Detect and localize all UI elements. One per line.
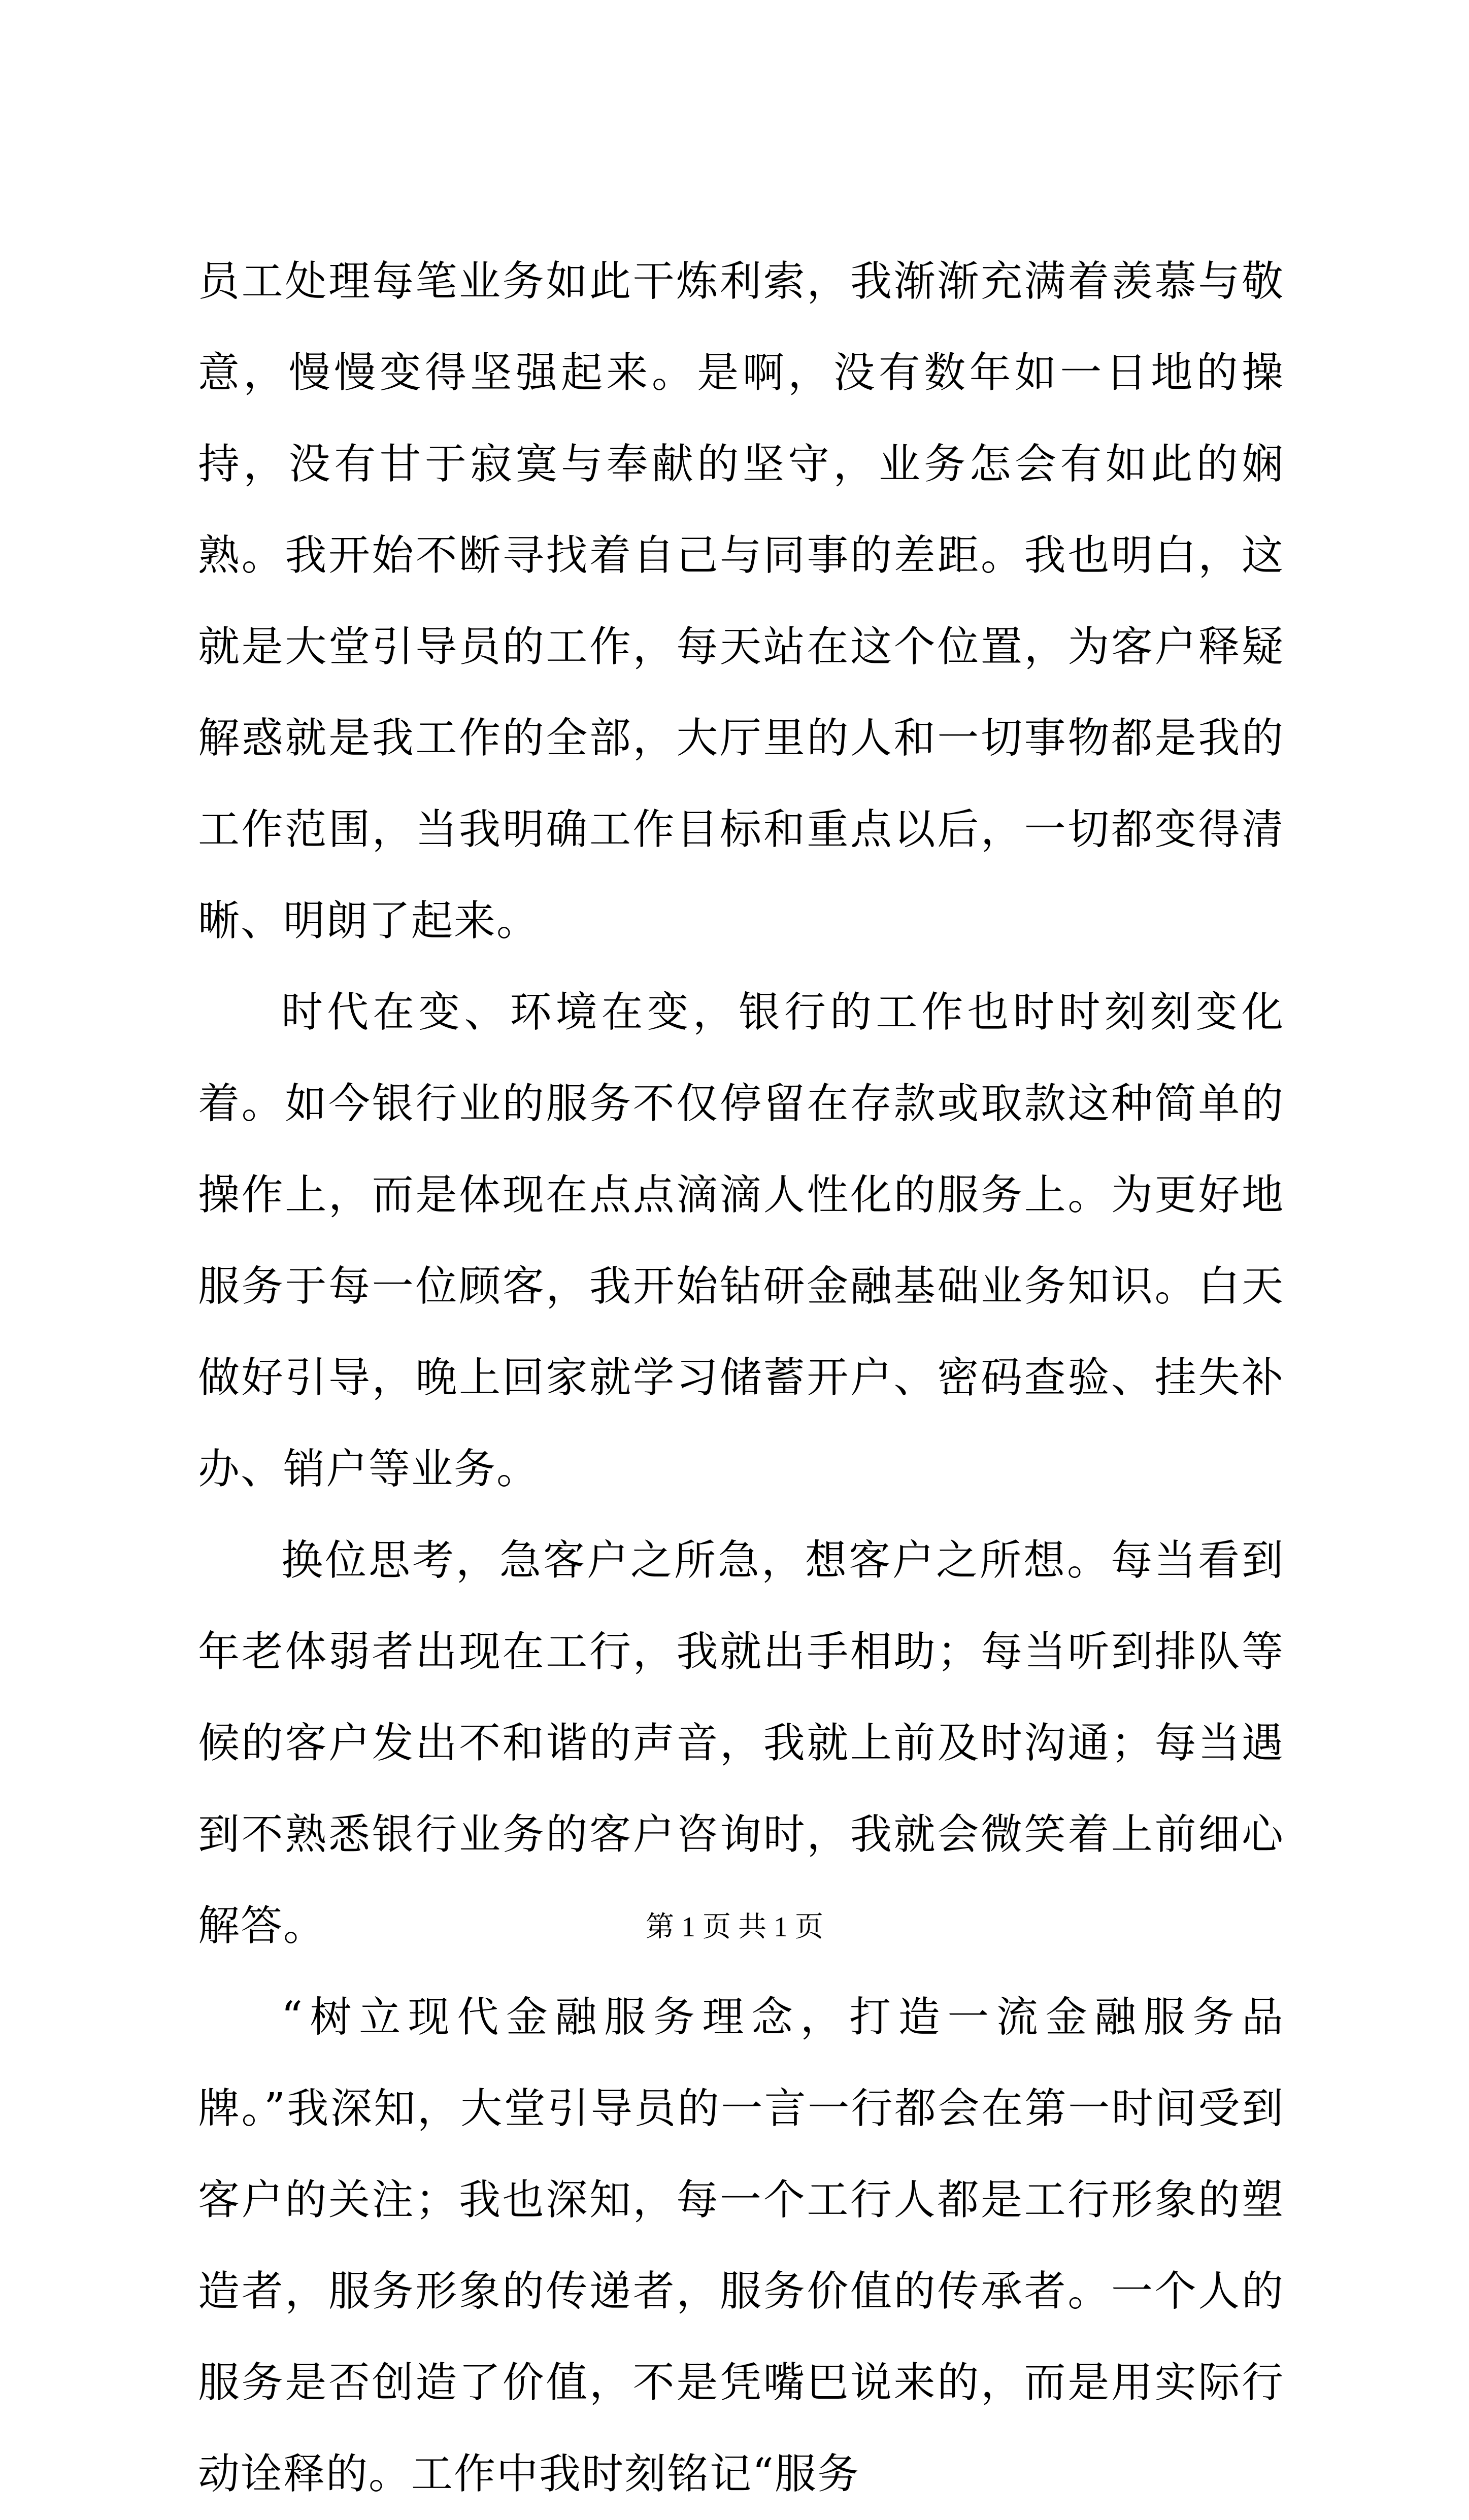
paragraph-3: 换位思考，急客户之所急，想客户之所想。每当看到年老体弱者出现在工行，我就出手相助；每当听到排队等候的客户发出不和谐的声音，我就上前及时沟通；每当遇到不熟悉银行业务的客户咨询时，我就会微笑着上前细心解答。	[198, 1536, 1284, 1950]
page-footer: 第 1 页 共 1 页	[646, 1911, 823, 1943]
paragraph-1: 员工处理每笔业务如此干炼利索，我渐渐充满着羡慕与敬意，慢慢变得坚强起来。是啊，没有数年如一日地的操持，没有甘于寂寞与奉献的坚守，业务怎会有如此的娴熟。我开始不断寻找着自己与同事的差距。我也明白，这就是大堂引导员的工作，每天站在这个位置，为客户释疑解惑就是我工作的全部，大厅里的人和一切事物都是我的工作范围，当我明确工作目标和重点以后，一切都变得清晰、明朗了起来。	[198, 257, 1284, 945]
document-body	[198, 236, 1284, 2520]
paragraph-4: “树立现代金融服务理念，打造一流金融服务品牌。”我深知，大堂引导员的一言一行都会在第一时间受到客户的关注；我也深知，每一个工行人都是工行形象的塑造者，服务形象的传递者，服务价值的传承者。一个人的服务是否创造了价值，不是凭嘴巴说来的，而是用实际行动诠释的。工作中我时刻铭记“服务	[198, 1993, 1284, 2498]
paragraph-2: 时代在变、环境在变，银行的工作也时时刻刻变化着。如今银行业的服务不仅停留在存款或取款这种简单的操作上，而是体现在点点滴滴人性化的服务上。为更好地服务于每一位顾客，我开始钻研金融基础业务知识。白天做好引导，晚上回家就学习储蓄开户、密码查验、挂失补办、销户等业务。	[198, 988, 1284, 1493]
